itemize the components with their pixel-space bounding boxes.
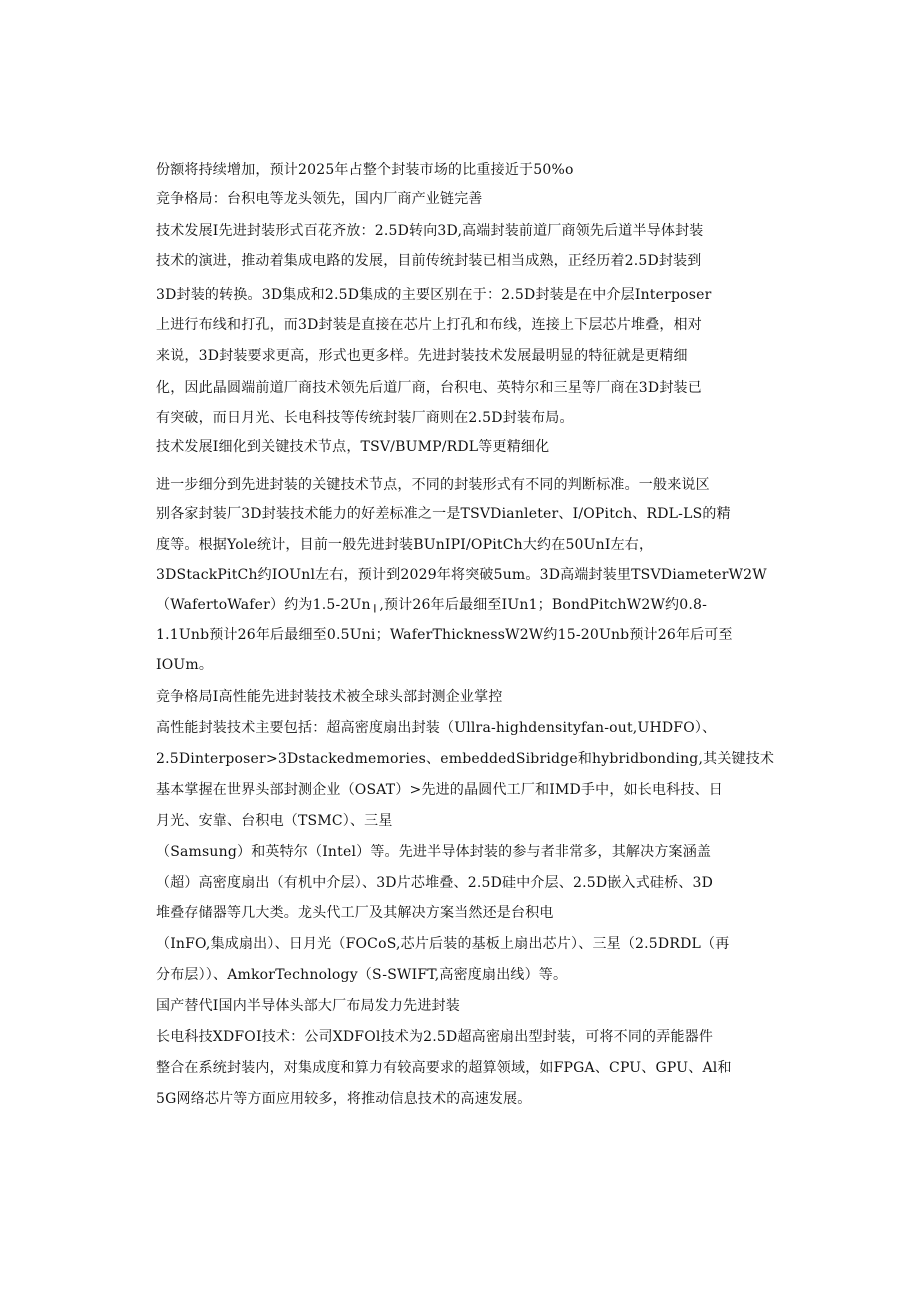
text-line: 有突破，而日月光、长电科技等传统封装厂商则在2.5D封装布局。 bbox=[156, 410, 574, 426]
text-line: 5G网络芯片等方面应用较多，将推动信息技术的高速发展。 bbox=[156, 1091, 532, 1107]
text-line: 基本掌握在世界头部封测企业（OSAT）>先进的晶圆代工厂和IMD手中，如长电科技、日 bbox=[156, 782, 723, 798]
text-line: 2.5Dinterposer>3Dstackedmemories、embeddedSibridge和hybridbonding,其关键技术 bbox=[156, 751, 775, 767]
text-line: 长电科技XDFOI技术：公司XDFOl技术为2.5D超高密扇出型封装，可将不同的弄能器件 bbox=[156, 1029, 714, 1045]
section-heading: 竞争格局：台积电等龙头领先，国内厂商产业链完善 bbox=[156, 191, 483, 207]
text-line: 月光、安靠、台积电（TSMC）、三星 bbox=[156, 813, 393, 829]
text-line: 度等。根据Yole统计，目前一般先进封装BUnIPI/OPitCh大约在50UnI左右， bbox=[156, 537, 654, 553]
text-line: 技术的演进，推动着集成电路的发展，目前传统封装已相当成熟，正经历着2.5D封装到 bbox=[156, 253, 702, 269]
text-line: 上进行布线和打孔，而3D封装是直接在芯片上打孔和布线，连接上下层芯片堆叠，相对 bbox=[156, 317, 702, 333]
text-line: IOUm。 bbox=[156, 657, 214, 673]
text-line: 高性能封装技术主要包括：超高密度扇出封装（Ullra-highdensityfan-out,UHDFO）、 bbox=[156, 720, 717, 736]
text-line: 1.1Unb预计26年后最细至0.5Uni；WaferThicknessW2W约15-20Unb预计26年后可至 bbox=[156, 627, 733, 643]
text-line: 3D封装的转换。3D集成和2.5D集成的主要区别在于：2.5D封装是在中介层Interposer bbox=[156, 287, 712, 303]
text-line: （Samsung）和英特尔（Intel）等。先进半导体封装的参与者非常多，其解决方案涵盖 bbox=[156, 844, 712, 860]
section-heading: 竞争格局I高性能先进封装技术被全球头部封测企业掌控 bbox=[156, 689, 503, 705]
section-heading: 国产替代I国内半导体头部大厂布局发力先进封装 bbox=[156, 998, 460, 1014]
text-line: 别各家封装厂3D封装技术能力的好差标准之一是TSVDianleter、I/OPitch、RDL-LS的精 bbox=[156, 506, 731, 522]
text-line: 堆叠存储器等几大类。龙头代工厂及其解决方案当然还是台积电 bbox=[156, 905, 554, 921]
text-line: 化，因此晶圆端前道厂商技术领先后道厂商，台积电、英特尔和三星等厂商在3D封装已 bbox=[156, 380, 702, 396]
text-line: （InFO,集成扇出）、日月光（FOCoS,芯片后装的基板上扇出芯片）、三星（2.5DRDL（再 bbox=[156, 936, 730, 952]
text-line: 分布层））、AmkorTechnology（S-SWIFT,高密度扇出线）等。 bbox=[156, 967, 568, 983]
text-line: 份额将持续增加，预计2025年占整个封装市场的比重接近于50%o bbox=[156, 162, 574, 178]
text-line: （WafertoWafer）约为1.5-2Un╷,预计26年后最细至IUn1；BondPitchW2W约0.8- bbox=[156, 597, 708, 613]
text-line: （超）高密度扇出（有机中介层）、3D片芯堆叠、2.5D硅中介层、2.5D嵌入式硅桥、3D bbox=[156, 875, 714, 891]
text-line: 来说，3D封装要求更高，形式也更多样。先进封装技术发展最明显的特征就是更精细 bbox=[156, 348, 688, 364]
text-line: 进一步细分到先进封装的关键技术节点，不同的封装形式有不同的判断标准。一般来说区 bbox=[156, 477, 710, 493]
text-line: 整合在系统封装内，对集成度和算力有较高要求的超算领域，如FPGA、CPU、GPU、Al和 bbox=[156, 1060, 732, 1076]
section-heading: 技术发展I细化到关键技术节点，TSV/BUMP/RDL等更精细化 bbox=[156, 439, 550, 455]
section-heading: 技术发展I先进封装形式百花齐放：2.5D转向3D,高端封装前道厂商领先后道半导体封装 bbox=[156, 223, 704, 239]
text-line: 3DStackPitCh约IOUnl左右，预计到2029年将突破5um。3D高端封装里TSVDiameterW2W bbox=[156, 567, 767, 583]
